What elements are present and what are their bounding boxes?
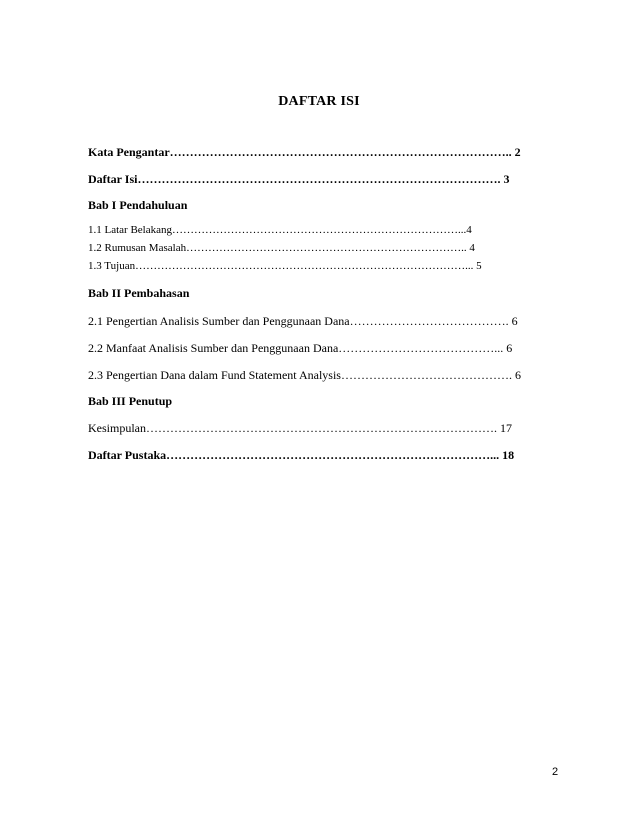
- toc-entry-daftar-pustaka: Daftar Pustaka………………………………………………………………………... 18: [88, 448, 515, 462]
- toc-entry-tujuan: 1.3 Tujuan………………………………………………………………………………... 5: [88, 260, 482, 272]
- toc-entry-pengertian-dana: 2.3 Pengertian Dana dalam Fund Statement Analysis……………………………………. 6: [88, 368, 521, 382]
- toc-entry-latar-belakang: 1.1 Latar Belakang……………………………………………………………………...4: [88, 224, 472, 236]
- section-heading-bab-1: Bab I Pendahuluan: [88, 198, 188, 212]
- section-heading-bab-2: Bab II Pembahasan: [88, 286, 190, 300]
- toc-entry-kata-pengantar: Kata Pengantar………………………………………………………………………….. 2: [88, 145, 521, 159]
- page-title: DAFTAR ISI: [278, 94, 360, 109]
- toc-entry-manfaat-analisis: 2.2 Manfaat Analisis Sumber dan Penggunaan Dana…………………………………... 6: [88, 341, 513, 355]
- section-heading-bab-3: Bab III Penutup: [88, 394, 173, 408]
- toc-entry-pengertian-analisis: 2.1 Pengertian Analisis Sumber dan Penggunaan Dana…………………………………. 6: [88, 314, 518, 328]
- toc-entry-kesimpulan: Kesimpulan……………………………………………………………………………. 17: [88, 421, 512, 435]
- toc-entry-daftar-isi: Daftar Isi………………………………………………………………………………. 3: [88, 172, 510, 186]
- page-number: 2: [552, 766, 559, 778]
- toc-entry-rumusan-masalah: 1.2 Rumusan Masalah………………………………………………………………….. 4: [88, 242, 475, 254]
